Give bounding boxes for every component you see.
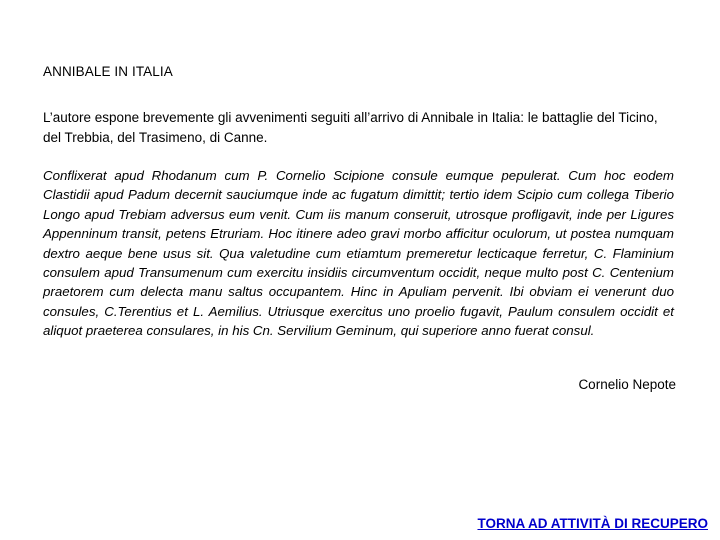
back-to-recovery-activity-link[interactable]: TORNA AD ATTIVITÀ DI RECUPERO — [477, 516, 708, 531]
intro-paragraph: L’autore espone brevemente gli avvenimenti seguiti all’arrivo di Annibale in Italia: le battaglie del Ticino, del Trebbia, del Trasimeno, di Canne. — [43, 110, 658, 145]
latin-passage: Conflixerat apud Rhodanum cum P. Cornelio Scipione consule eumque pepulerat. Cum hoc eodem Clastidii apud Padum decernit sauciumque inde ac fugatum dimittit; tertio idem Scipio cum collega Tiberio Longo apud Trebiam adversus eum venit. Cum iis manum conseruit, utrosque profligavit, inde per Ligures Appenninum transit, petens Etruriam. Hoc itinere adeo gravi morbo afficitur oculorum, ut postea numquam dextro aeque bene usus sit. Qua valetudine cum etiamtum premeretur lecticaque ferretur, C. Flaminium consulem apud Transumenum cum exercitu insidiis circumventum occidit, neque multo post C. Centenium praetorem cum delecta manu saltus occupantem. Hinc in Apuliam pervenit. Ibi obviam ei venerunt duo consules, C.Terentius et L. Aemilius. Utriusque exercitus uno proelio fugavit, Paulum consulem occidit et aliquot praeterea consulares, in his Cn. Servilium Geminum, qui superiore anno fuerat consul. — [43, 168, 674, 339]
page-title: ANNIBALE IN ITALIA — [43, 64, 173, 79]
author-attribution: Cornelio Nepote — [578, 377, 676, 392]
